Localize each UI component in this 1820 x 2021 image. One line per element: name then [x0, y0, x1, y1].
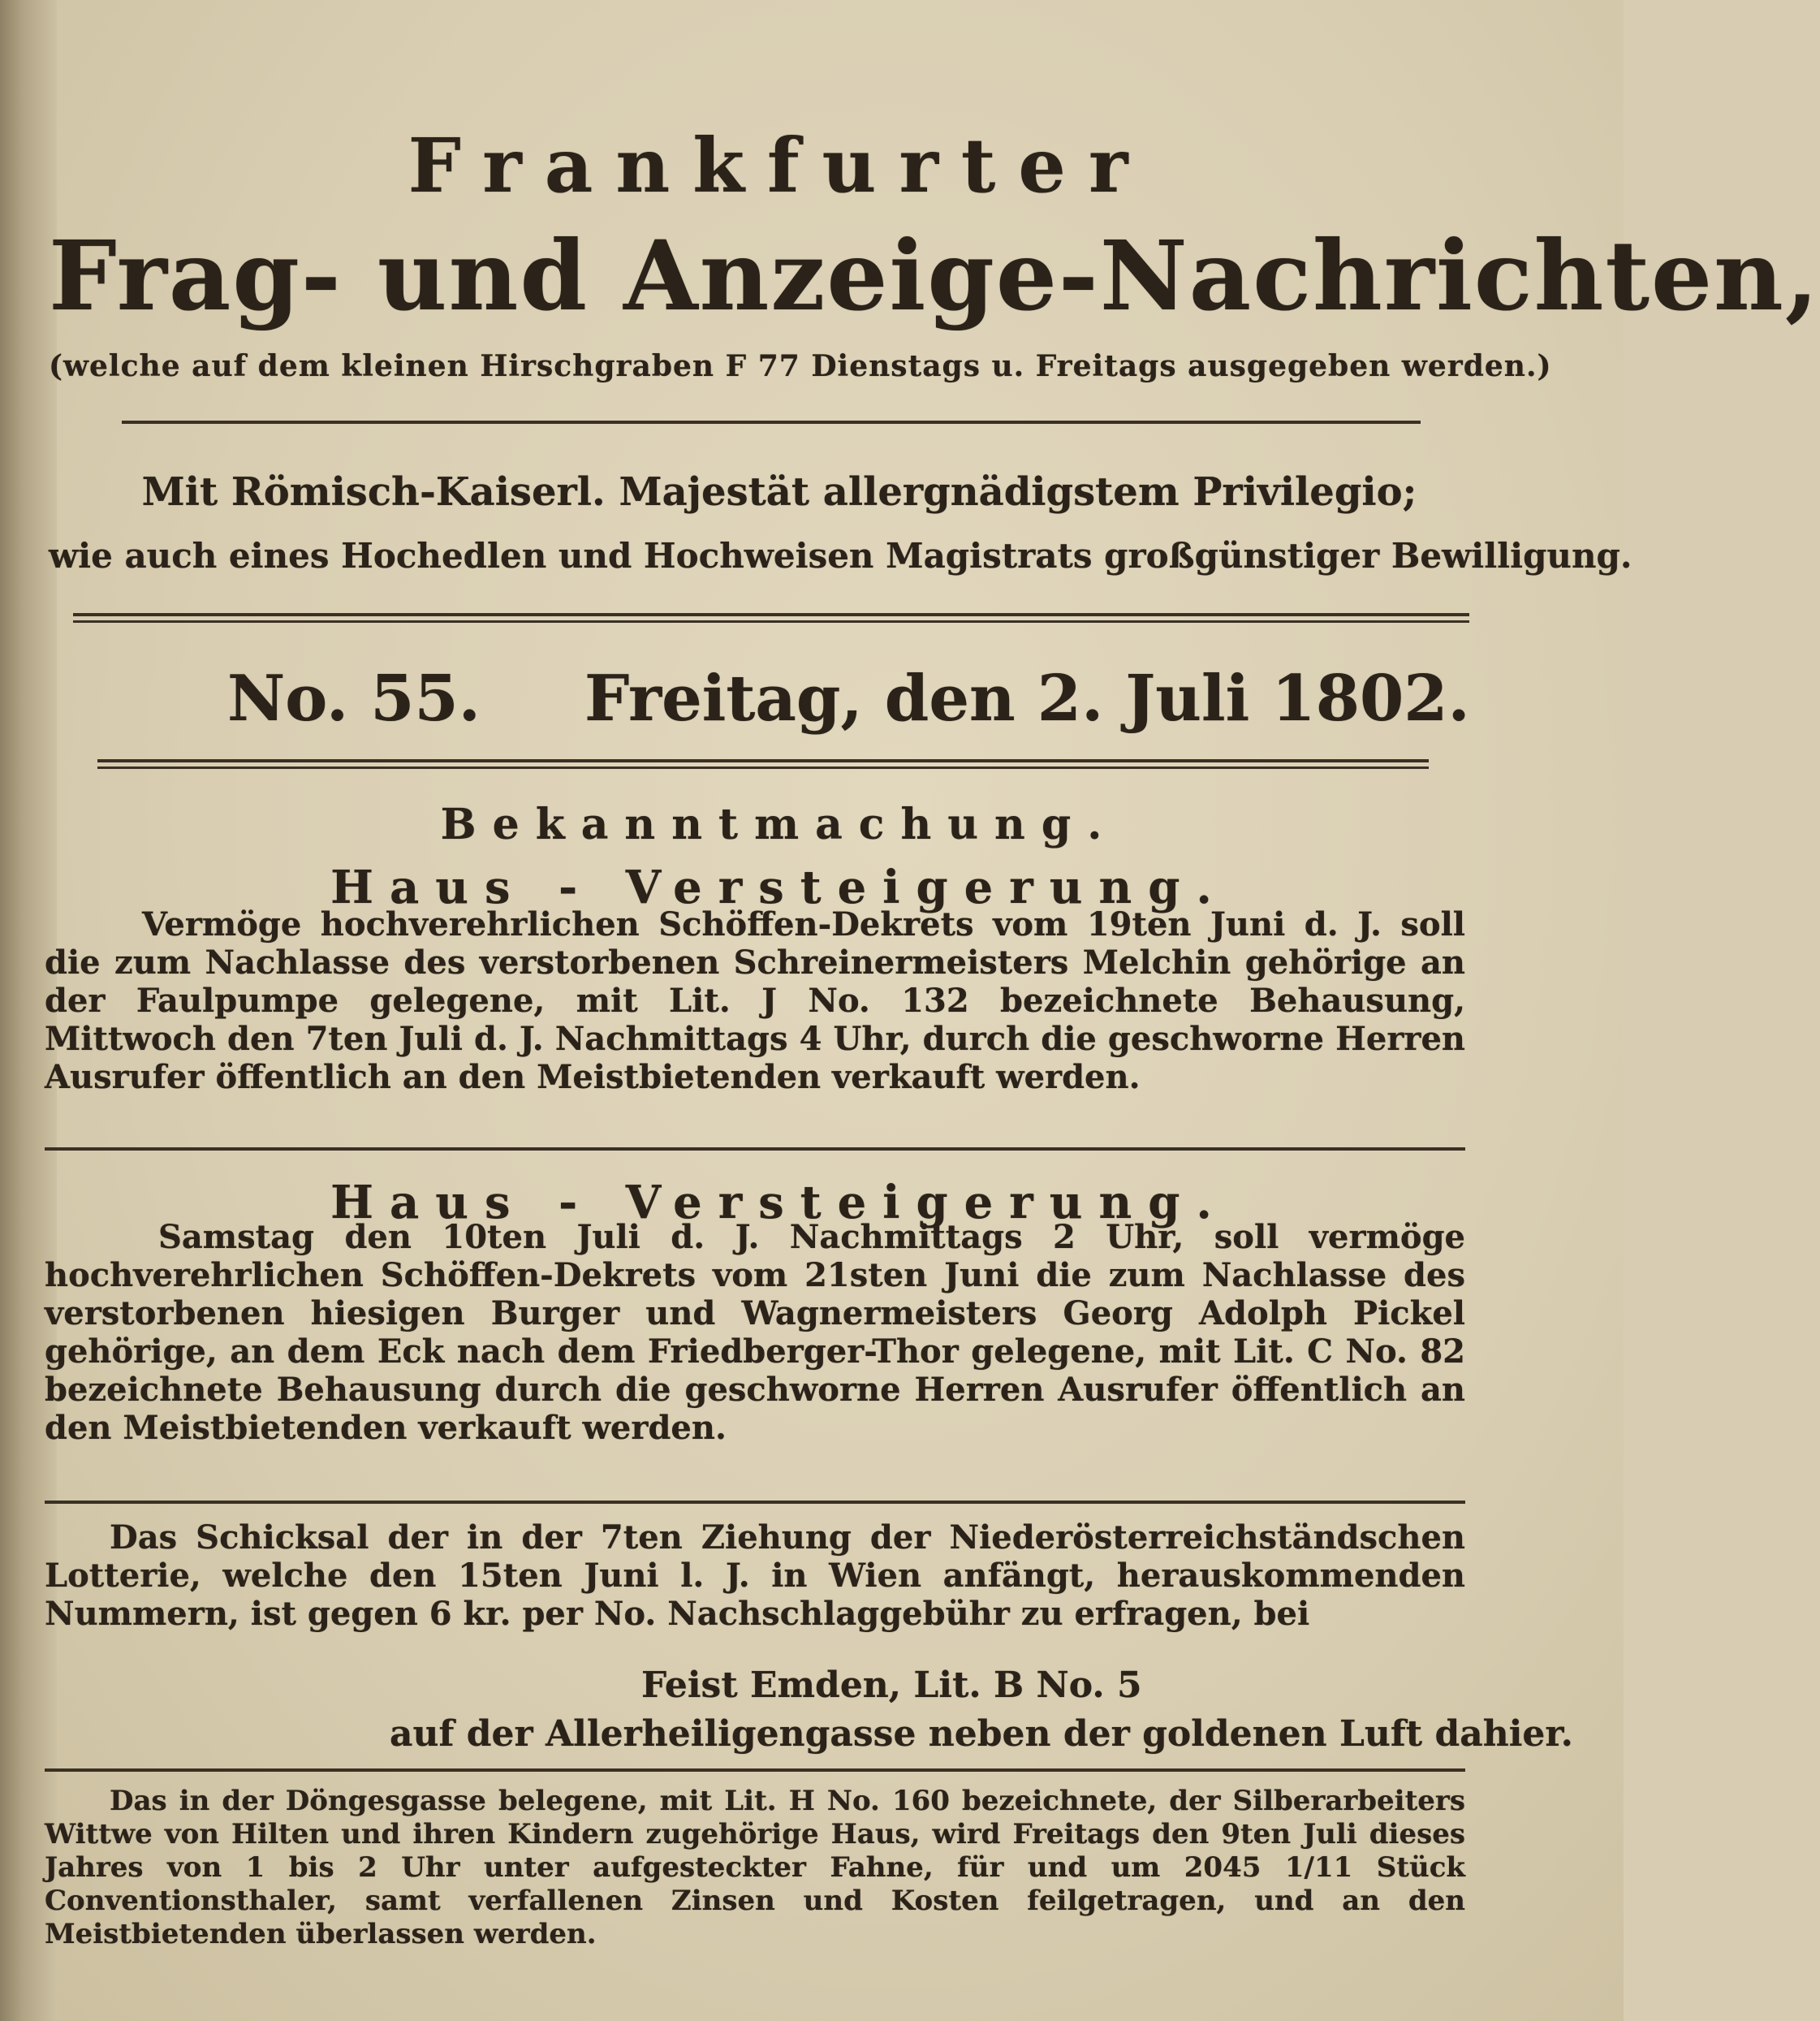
privilege-line-1: Mit Römisch-Kaiserl. Majestät allergnädigstem Privilegio; — [141, 469, 1417, 515]
masthead-title: Frag- und Anzeige-Nachrichten, — [49, 219, 1820, 332]
masthead-city: Frankfurter — [408, 122, 1151, 209]
divider-rule — [97, 759, 1429, 769]
issue-line — [227, 662, 1470, 751]
notice-text: Samstag den 10ten Juli d. J. Nachmittags 2 Uhr, soll vermöge hochverehrlichen Schöffen-Dekrets vom 21sten Juni die zum Nachlasse des verstorbenen hiesigen Burger und Wagnermeisters Georg Adolph Pickel gehörige, an dem Eck nach dem Friedberger-Thor gelegene, mit Lit. C No. 82 bezeichnete Behausung durch die geschworne Herren Ausrufer öffentlich an den Meistbietenden verkauft werden. — [45, 1218, 1465, 1447]
divider-rule — [73, 613, 1469, 623]
divider-rule — [45, 1768, 1465, 1772]
notice-heading: Haus - Versteigerung. — [330, 861, 1228, 914]
section-heading: Bekanntmachung. — [440, 800, 1119, 849]
notice-heading: Haus - Versteigerung. — [330, 1176, 1228, 1229]
notice-text: Das in der Döngesgasse belegene, mit Lit. H No. 160 bezeichnete, der Silberarbeiters Wittwe von Hilten und ihren Kindern zugehörige Haus, wird Freitags den 9ten Juli dieses Jahres von 1 bis 2 Uhr unter aufgesteckter Fahne, für und um 2045 1/11 Stück Conventionsthaler, samt verfallenen Zinsen und Kosten feilgetragen, und an den Meistbietenden überlassen werden. — [45, 1785, 1465, 1950]
notice-text: Das Schicksal der in der 7ten Ziehung der Niederösterreichständschen Lotterie, welche den 15ten Juni l. J. in Wien anfängt, herauskommenden Nummern, ist gegen 6 kr. per No. Nachschlaggebühr zu erfragen, bei — [45, 1518, 1465, 1633]
notice-text: Vermöge hochverehrlichen Schöffen-Dekrets vom 19ten Juni d. J. soll die zum Nachlasse des verstorbenen Schreinermeisters Melchin gehörige an der Faulpumpe gelegene, mit Lit. J No. 132 bezeichnete Behausung, Mittwoch den 7ten Juli d. J. Nachmittags 4 Uhr, durch die geschworne Herren Ausrufer öffentlich an den Meistbietenden verkauft werden. — [45, 905, 1465, 1096]
issue-date: Freitag, den 2. Juli 1802. — [584, 662, 1470, 736]
divider-rule — [122, 421, 1421, 424]
issue-number: No. 55. — [227, 662, 481, 736]
notice-signature-name: Feist Emden, Lit. B No. 5 — [641, 1665, 1142, 1706]
divider-rule — [45, 1501, 1465, 1504]
masthead-subtitle: (welche auf dem kleinen Hirschgraben F 77 Dienstags u. Freitags ausgegeben werden.) — [49, 349, 1552, 383]
divider-rule — [45, 1147, 1465, 1151]
privilege-line-2: wie auch eines Hochedlen und Hochweisen Magistrats großgünstiger Bewilligung. — [49, 536, 1632, 576]
notice-signature-address: auf der Allerheiligengasse neben der goldenen Luft dahier. — [390, 1713, 1573, 1755]
